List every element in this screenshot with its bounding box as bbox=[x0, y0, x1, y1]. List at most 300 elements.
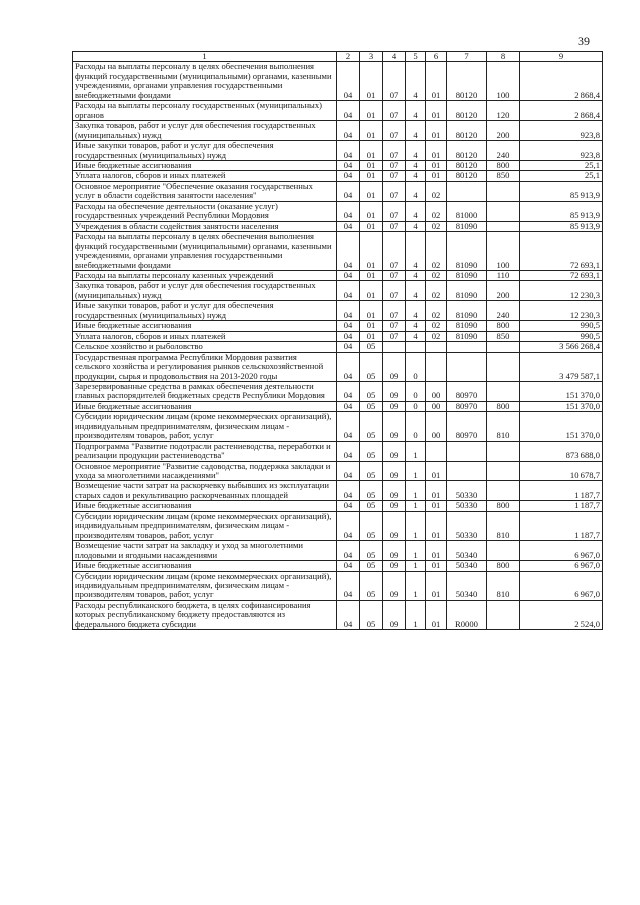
code-cell: 01 bbox=[360, 62, 383, 101]
code-cell: 01 bbox=[360, 232, 383, 271]
amount-cell: 10 678,7 bbox=[520, 461, 603, 481]
code-cell: 1 bbox=[406, 571, 426, 600]
code-cell: 01 bbox=[360, 160, 383, 170]
row-name: Государственная программа Республики Мордовия развития сельского хозяйства и регулирования рынков сельскохозяйственной продукции, сырья и продовольствия на 2013-2020 годы bbox=[73, 352, 337, 381]
code-cell bbox=[447, 441, 487, 461]
code-cell: 07 bbox=[383, 270, 406, 280]
row-name: Расходы на выплаты персоналу государственных (муниципальных) органов bbox=[73, 101, 337, 121]
code-cell: 01 bbox=[360, 270, 383, 280]
code-cell: 100 bbox=[487, 232, 520, 271]
code-cell: 04 bbox=[337, 481, 360, 501]
code-cell: 1 bbox=[406, 541, 426, 561]
code-cell: 1 bbox=[406, 481, 426, 501]
code-cell: 01 bbox=[426, 571, 447, 600]
row-name: Основное мероприятие "Развитие садоводства, поддержка закладки и ухода за многолетними насаждениями" bbox=[73, 461, 337, 481]
code-cell: 01 bbox=[360, 141, 383, 161]
code-cell: 07 bbox=[383, 321, 406, 331]
code-cell bbox=[447, 181, 487, 201]
code-cell bbox=[487, 441, 520, 461]
amount-cell: 151 370,0 bbox=[520, 412, 603, 441]
code-cell: 1 bbox=[406, 461, 426, 481]
header-cell: 5 bbox=[406, 52, 426, 62]
row-name: Иные бюджетные ассигнования bbox=[73, 561, 337, 571]
code-cell: 04 bbox=[337, 221, 360, 231]
code-cell: 0 bbox=[406, 401, 426, 411]
row-name: Расходы на выплаты персоналу в целях обеспечения выполнения функций государственными (муниципальными) органами, казенными учреждениями, органами управления государственными внебюджетными фондами bbox=[73, 62, 337, 101]
code-cell bbox=[487, 352, 520, 381]
code-cell: 07 bbox=[383, 181, 406, 201]
code-cell: 01 bbox=[426, 101, 447, 121]
code-cell: 4 bbox=[406, 181, 426, 201]
table-row bbox=[73, 281, 603, 301]
code-cell bbox=[447, 342, 487, 352]
code-cell: 4 bbox=[406, 160, 426, 170]
code-cell bbox=[426, 342, 447, 352]
code-cell: 4 bbox=[406, 201, 426, 221]
code-cell: 1 bbox=[406, 561, 426, 571]
row-name: Расходы на выплаты персоналу казенных учреждений bbox=[73, 270, 337, 280]
code-cell: 07 bbox=[383, 121, 406, 141]
row-name: Сельское хозяйство и рыболовство bbox=[73, 342, 337, 352]
code-cell: 810 bbox=[487, 511, 520, 540]
code-cell: 04 bbox=[337, 511, 360, 540]
header-cell: 6 bbox=[426, 52, 447, 62]
table-row bbox=[73, 481, 603, 501]
code-cell: 07 bbox=[383, 281, 406, 301]
code-cell: 07 bbox=[383, 141, 406, 161]
code-cell: 81090 bbox=[447, 221, 487, 231]
row-name: Иные бюджетные ассигнования bbox=[73, 401, 337, 411]
code-cell: 05 bbox=[360, 561, 383, 571]
code-cell: 800 bbox=[487, 401, 520, 411]
page-number: 39 bbox=[578, 34, 590, 48]
row-name: Уплата налогов, сборов и иных платежей bbox=[73, 171, 337, 181]
code-cell: 09 bbox=[383, 381, 406, 401]
table-row bbox=[73, 381, 603, 401]
code-cell: 04 bbox=[337, 160, 360, 170]
code-cell: 50330 bbox=[447, 481, 487, 501]
row-name: Зарезервированные средства в рамках обеспечения деятельности главных распорядителей бюджетных средств Республики Мордовия bbox=[73, 381, 337, 401]
amount-cell: 151 370,0 bbox=[520, 381, 603, 401]
amount-cell: 85 913,9 bbox=[520, 201, 603, 221]
code-cell: 09 bbox=[383, 571, 406, 600]
header-cell: 2 bbox=[337, 52, 360, 62]
code-cell: 01 bbox=[360, 281, 383, 301]
code-cell: 02 bbox=[426, 321, 447, 331]
code-cell bbox=[487, 481, 520, 501]
code-cell bbox=[426, 352, 447, 381]
budget-table bbox=[72, 51, 603, 630]
code-cell: 50330 bbox=[447, 511, 487, 540]
code-cell: 05 bbox=[360, 342, 383, 352]
row-name: Иные закупки товаров, работ и услуг для обеспечения государственных (муниципальных) нужд bbox=[73, 141, 337, 161]
amount-cell: 2 868,4 bbox=[520, 62, 603, 101]
table-row bbox=[73, 141, 603, 161]
code-cell: 4 bbox=[406, 301, 426, 321]
code-cell bbox=[487, 221, 520, 231]
code-cell: 04 bbox=[337, 352, 360, 381]
code-cell: 00 bbox=[426, 401, 447, 411]
code-cell: 05 bbox=[360, 381, 383, 401]
header-cell: 1 bbox=[73, 52, 337, 62]
code-cell: 01 bbox=[360, 321, 383, 331]
table-row bbox=[73, 101, 603, 121]
code-cell: 01 bbox=[426, 561, 447, 571]
code-cell: 110 bbox=[487, 270, 520, 280]
code-cell: 09 bbox=[383, 511, 406, 540]
code-cell: 4 bbox=[406, 141, 426, 161]
amount-cell: 6 967,0 bbox=[520, 571, 603, 600]
table-row bbox=[73, 270, 603, 280]
code-cell: 07 bbox=[383, 221, 406, 231]
code-cell bbox=[487, 461, 520, 481]
code-cell: 50330 bbox=[447, 501, 487, 511]
code-cell: 02 bbox=[426, 181, 447, 201]
code-cell: 04 bbox=[337, 412, 360, 441]
code-cell: 07 bbox=[383, 101, 406, 121]
code-cell: 810 bbox=[487, 571, 520, 600]
code-cell: 05 bbox=[360, 571, 383, 600]
code-cell: 01 bbox=[426, 481, 447, 501]
code-cell: 81000 bbox=[447, 201, 487, 221]
code-cell: 4 bbox=[406, 62, 426, 101]
amount-cell: 1 187,7 bbox=[520, 501, 603, 511]
table-row bbox=[73, 201, 603, 221]
code-cell: 240 bbox=[487, 141, 520, 161]
code-cell: 05 bbox=[360, 501, 383, 511]
header-cell: 3 bbox=[360, 52, 383, 62]
code-cell: 01 bbox=[360, 181, 383, 201]
code-cell: 4 bbox=[406, 121, 426, 141]
code-cell: 81090 bbox=[447, 232, 487, 271]
code-cell: 05 bbox=[360, 481, 383, 501]
code-cell: 80120 bbox=[447, 171, 487, 181]
table-row bbox=[73, 221, 603, 231]
code-cell: 800 bbox=[487, 561, 520, 571]
code-cell: 04 bbox=[337, 141, 360, 161]
code-cell: 800 bbox=[487, 501, 520, 511]
code-cell: 04 bbox=[337, 62, 360, 101]
code-cell: 850 bbox=[487, 171, 520, 181]
code-cell: 01 bbox=[426, 62, 447, 101]
row-name: Субсидии юридическим лицам (кроме некоммерческих организаций), индивидуальным предпринимателям, физическим лицам - производителям товаров, работ, услуг bbox=[73, 571, 337, 600]
code-cell: 00 bbox=[426, 381, 447, 401]
amount-cell: 85 913,9 bbox=[520, 221, 603, 231]
code-cell: 00 bbox=[426, 412, 447, 441]
code-cell: 05 bbox=[360, 412, 383, 441]
code-cell: 01 bbox=[426, 141, 447, 161]
row-name: Иные закупки товаров, работ и услуг для обеспечения государственных (муниципальных) нужд bbox=[73, 301, 337, 321]
table-row bbox=[73, 171, 603, 181]
header-cell: 4 bbox=[383, 52, 406, 62]
code-cell: 80120 bbox=[447, 160, 487, 170]
amount-cell: 85 913,9 bbox=[520, 181, 603, 201]
code-cell: 01 bbox=[360, 171, 383, 181]
code-cell: 02 bbox=[426, 270, 447, 280]
amount-cell: 2 868,4 bbox=[520, 101, 603, 121]
code-cell: 02 bbox=[426, 201, 447, 221]
code-cell: 100 bbox=[487, 62, 520, 101]
code-cell: 05 bbox=[360, 441, 383, 461]
code-cell: 4 bbox=[406, 270, 426, 280]
code-cell: 09 bbox=[383, 461, 406, 481]
amount-cell: 12 230,3 bbox=[520, 281, 603, 301]
code-cell: 80120 bbox=[447, 62, 487, 101]
row-name: Субсидии юридическим лицам (кроме некоммерческих организаций), индивидуальным предпринимателям, физическим лицам - производителям товаров, работ, услуг bbox=[73, 511, 337, 540]
code-cell: 04 bbox=[337, 381, 360, 401]
table-row bbox=[73, 331, 603, 341]
code-cell: 01 bbox=[426, 511, 447, 540]
code-cell: 04 bbox=[337, 342, 360, 352]
code-cell: 80120 bbox=[447, 121, 487, 141]
code-cell: 4 bbox=[406, 281, 426, 301]
code-cell: 04 bbox=[337, 171, 360, 181]
code-cell: 05 bbox=[360, 352, 383, 381]
code-cell: 09 bbox=[383, 401, 406, 411]
code-cell: 4 bbox=[406, 101, 426, 121]
amount-cell: 1 187,7 bbox=[520, 511, 603, 540]
code-cell: 05 bbox=[360, 461, 383, 481]
amount-cell: 873 688,0 bbox=[520, 441, 603, 461]
code-cell: 04 bbox=[337, 571, 360, 600]
code-cell: 01 bbox=[360, 121, 383, 141]
code-cell: 05 bbox=[360, 401, 383, 411]
code-cell: 09 bbox=[383, 412, 406, 441]
code-cell bbox=[406, 342, 426, 352]
amount-cell: 990,5 bbox=[520, 331, 603, 341]
table-row bbox=[73, 401, 603, 411]
row-name: Основное мероприятие "Обеспечение оказания государственных услуг в области содействия занятости населения" bbox=[73, 181, 337, 201]
row-name: Подпрограмма "Развитие подотрасли растениеводства, переработки и реализации продукции растениеводства" bbox=[73, 441, 337, 461]
code-cell: 09 bbox=[383, 481, 406, 501]
table-row bbox=[73, 501, 603, 511]
code-cell: 80120 bbox=[447, 141, 487, 161]
code-cell bbox=[487, 201, 520, 221]
code-cell: R0000 bbox=[447, 600, 487, 629]
code-cell: 04 bbox=[337, 270, 360, 280]
amount-cell: 72 693,1 bbox=[520, 232, 603, 271]
amount-cell: 25,1 bbox=[520, 171, 603, 181]
code-cell: 4 bbox=[406, 221, 426, 231]
table-row bbox=[73, 342, 603, 352]
code-cell: 04 bbox=[337, 541, 360, 561]
code-cell: 01 bbox=[360, 201, 383, 221]
code-cell: 80970 bbox=[447, 412, 487, 441]
row-name: Иные бюджетные ассигнования bbox=[73, 160, 337, 170]
table-row bbox=[73, 121, 603, 141]
code-cell: 04 bbox=[337, 600, 360, 629]
amount-cell: 6 967,0 bbox=[520, 541, 603, 561]
table-row bbox=[73, 571, 603, 600]
table-row bbox=[73, 441, 603, 461]
row-name: Возмещение части затрат на закладку и уход за многолетними плодовыми и ягодными насаждениями bbox=[73, 541, 337, 561]
code-cell: 07 bbox=[383, 171, 406, 181]
table-row bbox=[73, 62, 603, 101]
code-cell: 81090 bbox=[447, 270, 487, 280]
row-name: Закупка товаров, работ и услуг для обеспечения государственных (муниципальных) нужд bbox=[73, 121, 337, 141]
code-cell: 04 bbox=[337, 461, 360, 481]
table-row bbox=[73, 600, 603, 629]
code-cell: 0 bbox=[406, 381, 426, 401]
code-cell: 0 bbox=[406, 412, 426, 441]
code-cell: 1 bbox=[406, 600, 426, 629]
code-cell: 09 bbox=[383, 441, 406, 461]
amount-cell: 2 524,0 bbox=[520, 600, 603, 629]
table-row bbox=[73, 352, 603, 381]
code-cell bbox=[383, 342, 406, 352]
code-cell: 04 bbox=[337, 401, 360, 411]
code-cell: 4 bbox=[406, 171, 426, 181]
code-cell: 1 bbox=[406, 511, 426, 540]
code-cell: 850 bbox=[487, 331, 520, 341]
code-cell: 0 bbox=[406, 352, 426, 381]
code-cell: 01 bbox=[426, 160, 447, 170]
amount-cell: 72 693,1 bbox=[520, 270, 603, 280]
code-cell bbox=[487, 381, 520, 401]
code-cell: 01 bbox=[426, 461, 447, 481]
code-cell: 81090 bbox=[447, 331, 487, 341]
code-cell: 81090 bbox=[447, 321, 487, 331]
amount-cell: 25,1 bbox=[520, 160, 603, 170]
code-cell: 01 bbox=[360, 101, 383, 121]
code-cell: 01 bbox=[426, 541, 447, 561]
code-cell: 04 bbox=[337, 501, 360, 511]
row-name: Учреждения в области содействия занятости населения bbox=[73, 221, 337, 231]
code-cell: 50340 bbox=[447, 571, 487, 600]
code-cell: 07 bbox=[383, 160, 406, 170]
table-row bbox=[73, 561, 603, 571]
code-cell: 02 bbox=[426, 331, 447, 341]
amount-cell: 12 230,3 bbox=[520, 301, 603, 321]
code-cell: 07 bbox=[383, 62, 406, 101]
code-cell: 50340 bbox=[447, 561, 487, 571]
code-cell: 02 bbox=[426, 281, 447, 301]
header-cell: 7 bbox=[447, 52, 487, 62]
code-cell: 02 bbox=[426, 221, 447, 231]
amount-cell: 923,8 bbox=[520, 121, 603, 141]
code-cell: 01 bbox=[426, 121, 447, 141]
code-cell: 4 bbox=[406, 232, 426, 271]
table-row bbox=[73, 511, 603, 540]
table-row bbox=[73, 541, 603, 561]
row-name: Закупка товаров, работ и услуг для обеспечения государственных (муниципальных) нужд bbox=[73, 281, 337, 301]
code-cell: 09 bbox=[383, 501, 406, 511]
code-cell: 04 bbox=[337, 281, 360, 301]
code-cell: 09 bbox=[383, 541, 406, 561]
table-row bbox=[73, 301, 603, 321]
code-cell: 50340 bbox=[447, 541, 487, 561]
code-cell: 07 bbox=[383, 331, 406, 341]
code-cell: 04 bbox=[337, 321, 360, 331]
table-row bbox=[73, 232, 603, 271]
code-cell: 07 bbox=[383, 301, 406, 321]
code-cell: 01 bbox=[360, 331, 383, 341]
code-cell bbox=[426, 441, 447, 461]
code-cell: 01 bbox=[360, 301, 383, 321]
code-cell bbox=[487, 342, 520, 352]
code-cell: 81090 bbox=[447, 281, 487, 301]
code-cell bbox=[447, 461, 487, 481]
code-cell: 800 bbox=[487, 160, 520, 170]
code-cell: 09 bbox=[383, 600, 406, 629]
code-cell: 01 bbox=[426, 171, 447, 181]
code-cell: 04 bbox=[337, 201, 360, 221]
code-cell: 80120 bbox=[447, 101, 487, 121]
code-cell: 800 bbox=[487, 321, 520, 331]
code-cell: 04 bbox=[337, 331, 360, 341]
code-cell: 80970 bbox=[447, 401, 487, 411]
amount-cell: 6 967,0 bbox=[520, 561, 603, 571]
row-name: Возмещение части затрат на раскорчевку выбывших из эксплуатации старых садов и рекультивацию раскорчеванных площадей bbox=[73, 481, 337, 501]
code-cell: 04 bbox=[337, 181, 360, 201]
code-cell: 04 bbox=[337, 101, 360, 121]
code-cell: 01 bbox=[426, 600, 447, 629]
header-cell: 9 bbox=[520, 52, 603, 62]
code-cell: 09 bbox=[383, 561, 406, 571]
amount-cell: 3 479 587,1 bbox=[520, 352, 603, 381]
code-cell: 02 bbox=[426, 301, 447, 321]
table-row bbox=[73, 461, 603, 481]
code-cell: 01 bbox=[360, 221, 383, 231]
table-row bbox=[73, 181, 603, 201]
row-name: Расходы на выплаты персоналу в целях обеспечения выполнения функций государственными (муниципальными) органами, казенными учреждениями, органами управления государственными внебюджетными фондами bbox=[73, 232, 337, 271]
code-cell: 4 bbox=[406, 331, 426, 341]
code-cell: 4 bbox=[406, 321, 426, 331]
row-name: Расходы республиканского бюджета, в целях софинансирования которых республиканскому бюджету предоставляются из федерального бюджета субсидии bbox=[73, 600, 337, 629]
code-cell: 01 bbox=[426, 501, 447, 511]
code-cell: 05 bbox=[360, 600, 383, 629]
table-row bbox=[73, 321, 603, 331]
code-cell bbox=[487, 181, 520, 201]
amount-cell: 923,8 bbox=[520, 141, 603, 161]
header-cell: 8 bbox=[487, 52, 520, 62]
code-cell: 05 bbox=[360, 541, 383, 561]
table-row bbox=[73, 160, 603, 170]
row-name: Иные бюджетные ассигнования bbox=[73, 501, 337, 511]
code-cell: 240 bbox=[487, 301, 520, 321]
amount-cell: 3 566 268,4 bbox=[520, 342, 603, 352]
row-name: Расходы на обеспечение деятельности (оказание услуг) государственных учреждений Республики Мордовия bbox=[73, 201, 337, 221]
amount-cell: 1 187,7 bbox=[520, 481, 603, 501]
code-cell: 04 bbox=[337, 232, 360, 271]
code-cell: 810 bbox=[487, 412, 520, 441]
code-cell: 09 bbox=[383, 352, 406, 381]
code-cell: 05 bbox=[360, 511, 383, 540]
amount-cell: 990,5 bbox=[520, 321, 603, 331]
code-cell: 04 bbox=[337, 121, 360, 141]
code-cell: 80970 bbox=[447, 381, 487, 401]
code-cell: 200 bbox=[487, 121, 520, 141]
code-cell: 1 bbox=[406, 501, 426, 511]
code-cell bbox=[487, 541, 520, 561]
code-cell: 1 bbox=[406, 441, 426, 461]
code-cell: 07 bbox=[383, 201, 406, 221]
code-cell: 200 bbox=[487, 281, 520, 301]
header-row bbox=[73, 52, 603, 62]
row-name: Субсидии юридическим лицам (кроме некоммерческих организаций), индивидуальным предпринимателям, физическим лицам - производителям товаров, работ, услуг bbox=[73, 412, 337, 441]
code-cell: 04 bbox=[337, 301, 360, 321]
code-cell: 04 bbox=[337, 561, 360, 571]
code-cell: 81090 bbox=[447, 301, 487, 321]
table-row bbox=[73, 412, 603, 441]
code-cell: 04 bbox=[337, 441, 360, 461]
code-cell: 07 bbox=[383, 232, 406, 271]
code-cell: 120 bbox=[487, 101, 520, 121]
amount-cell: 151 370,0 bbox=[520, 401, 603, 411]
code-cell bbox=[447, 352, 487, 381]
row-name: Уплата налогов, сборов и иных платежей bbox=[73, 331, 337, 341]
row-name: Иные бюджетные ассигнования bbox=[73, 321, 337, 331]
